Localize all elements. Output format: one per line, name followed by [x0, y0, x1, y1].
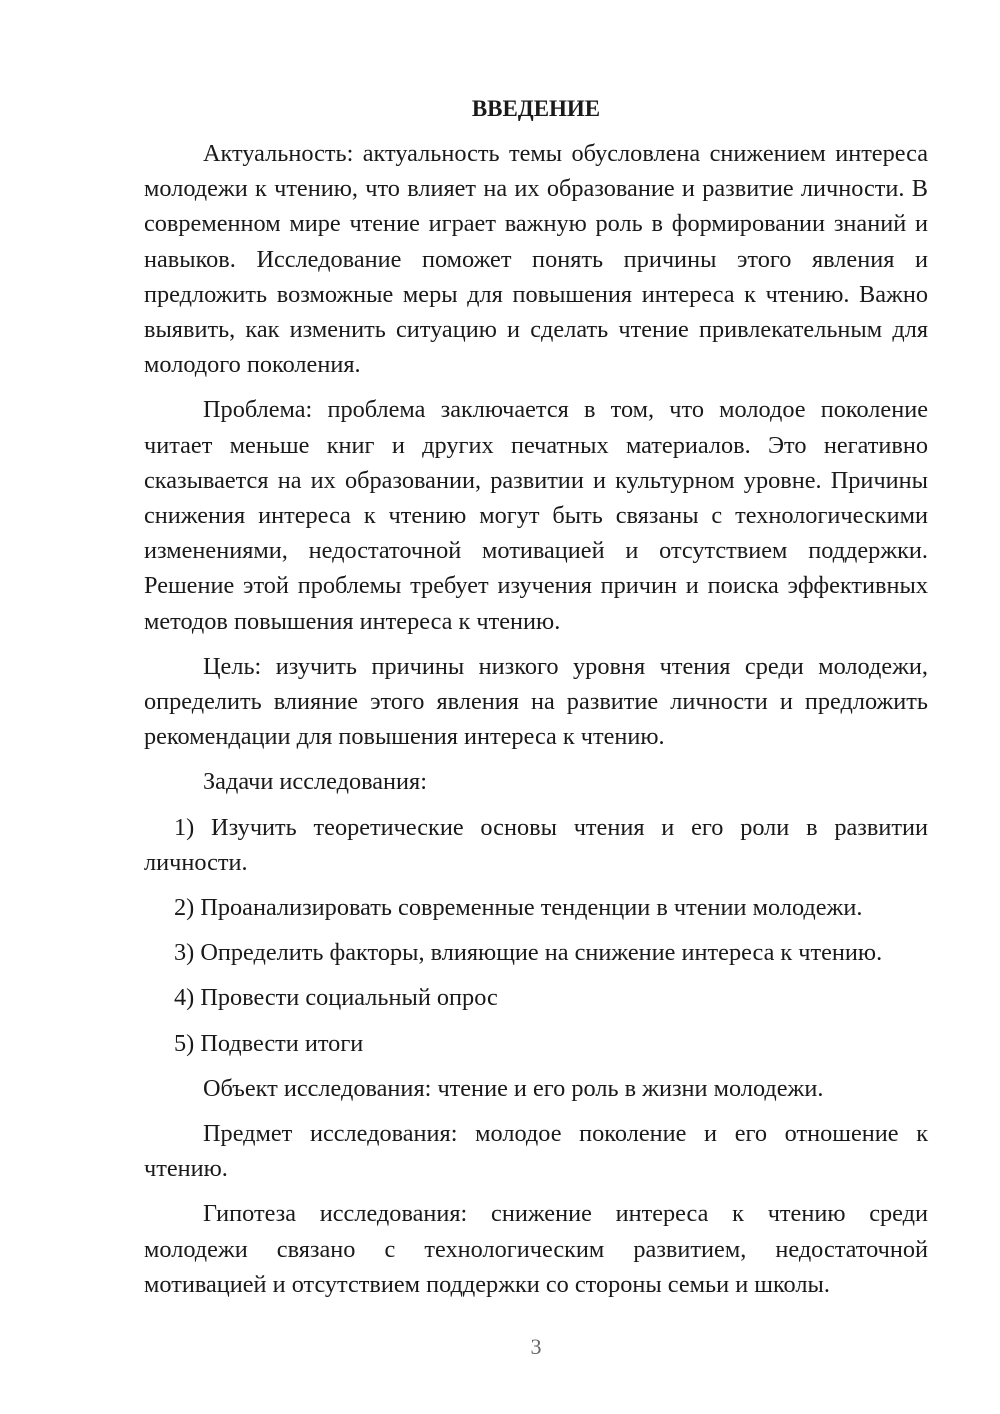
page-number: 3	[530, 1334, 542, 1359]
task-item: 4) Провести социальный опрос	[174, 984, 498, 1012]
page-content	[144, 92, 928, 1312]
paragraph-subject: Предмет исследования: молодое поколение и его отношение к чтению.	[144, 1120, 928, 1183]
paragraph-goal: Цель: изучить причины низкого уровня чтения среди молодежи, определить влияние этого явления на развитие личности и предложить рекомендации для повышения интереса к чтению.	[144, 652, 928, 751]
tasks-heading: Задачи исследования:	[203, 768, 427, 796]
paragraph-object: Объект исследования: чтение и его роль в жизни молодежи.	[203, 1074, 824, 1102]
paragraph-relevance: Актуальность: актуальность темы обусловлена снижением интереса молодежи к чтению, что влияет на их образование и развитие личности. В современном мире чтение играет важную роль в формировании знаний и навыков. Исследование поможет понять причины этого явления и предложить возможные меры для повышения интереса к чтению. Важно выявить, как изменить ситуацию и сделать чтение привлекательным для молодого поколения.	[144, 140, 928, 379]
task-item: 1) Изучить теоретические основы чтения и его роли в развитии личности.	[144, 813, 928, 876]
page-title: ВВЕДЕНИЕ	[471, 96, 601, 121]
paragraph-hypothesis: Гипотеза исследования: снижение интереса к чтению среди молодежи связано с технологическим развитием, недостаточной мотивацией и отсутствием поддержки со стороны семьи и школы.	[144, 1200, 928, 1298]
task-item: 5) Подвести итоги	[174, 1029, 364, 1057]
task-item: 2) Проанализировать современные тенденции в чтении молодежи.	[174, 894, 863, 922]
paragraph-problem: Проблема: проблема заключается в том, что молодое поколение читает меньше книг и других печатных материалов. Это негативно сказывается на их образовании, развитии и культурном уровне. Причины снижения интереса к чтению могут быть связаны с технологическими изменениями, недостаточной мотивацией и отсутствием поддержки. Решение этой проблемы требует изучения причин и поиска эффективных методов повышения интереса к чтению.	[144, 396, 928, 635]
task-item: 3) Определить факторы, влияющие на снижение интереса к чтению.	[174, 939, 883, 967]
